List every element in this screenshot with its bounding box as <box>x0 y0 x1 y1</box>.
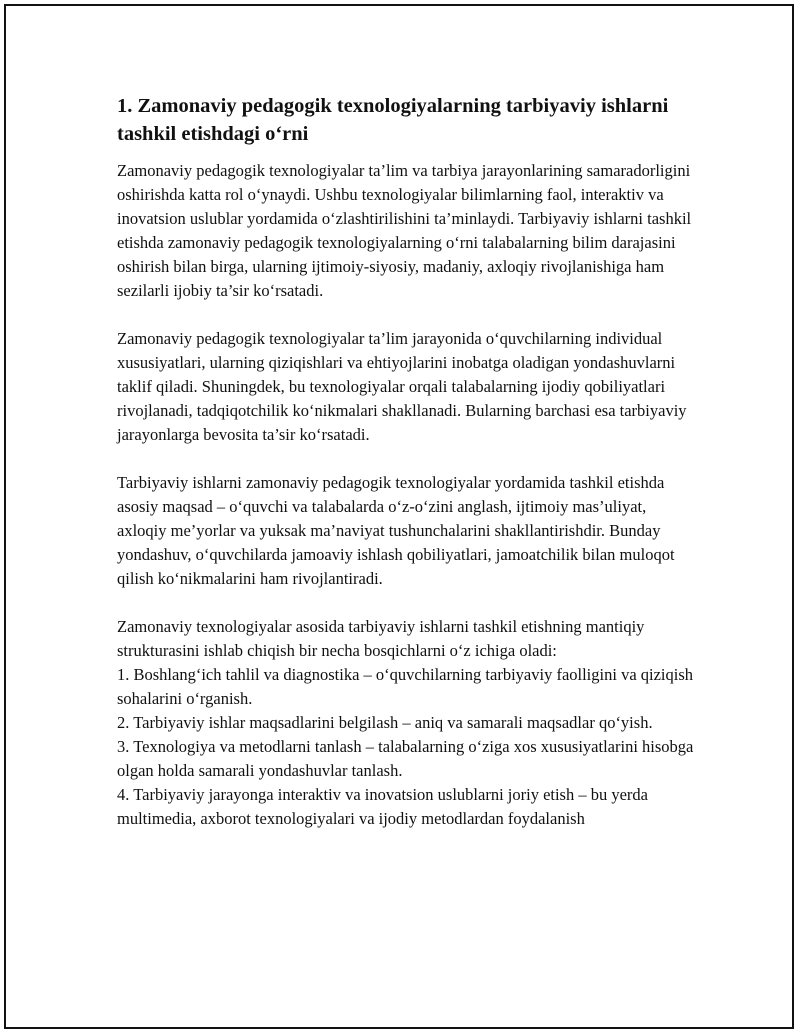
list-item: 3. Texnologiya va metodlarni tanlash – talabalarning oʻziga xos xususiyatlarini hisobga olgan holda samarali yondashuvlar tanlash. <box>117 737 694 780</box>
paragraph-1: Zamonaviy pedagogik texnologiyalar ta’lim va tarbiya jarayonlarining samaradorligini oshirishda katta rol oʻynaydi. Ushbu texnologiyalar bilimlarning faol, interaktiv va inovatsion uslublar yordamida oʻzlashtirilishini ta’minlaydi. Tarbiyaviy ishlarni tashkil etishda zamonaviy pedagogik texnologiyalarning oʻrni talabalarning bilim darajasini oshirish bilan birga, ularning ijtimoiy-siyosiy, madaniy, axloqiy rivojlanishiga ham sezilarli ijobiy ta’sir koʻrsatadi. <box>117 161 692 300</box>
section-heading: 1. Zamonaviy pedagogik texnologiyalarning tarbiyaviy ishlarni tashkil etishdagi oʻrni <box>117 95 669 145</box>
list-block <box>117 615 697 831</box>
steps-list <box>117 663 697 831</box>
list-item: 2. Tarbiyaviy ishlar maqsadlarini belgilash – aniq va samarali maqsadlar qoʻyish. <box>117 713 653 732</box>
paragraph-3: Tarbiyaviy ishlarni zamonaviy pedagogik texnologiyalar yordamida tashkil etishda asosiy maqsad – oʻquvchi va talabalarda oʻz-oʻzini anglash, ijtimoiy mas’uliyat, axloqiy me’yorlar va yuksak ma’naviyat tushunchalarini shakllantirishdir. Bunday yondashuv, oʻquvchilarda jamoaviy ishlash qobiliyatlari, jamoatchilik bilan muloqot qilish koʻnikmalarini ham rivojlantiradi. <box>117 473 675 588</box>
list-item: 1. Boshlangʻich tahlil va diagnostika – oʻquvchilarning tarbiyaviy faolligini va qiziqish sohalarini oʻrganish. <box>117 665 694 708</box>
document-body <box>117 92 697 831</box>
list-item: 4. Tarbiyaviy jarayonga interaktiv va inovatsion uslublarni joriy etish – bu yerda multimedia, axborot texnologiyalari va ijodiy metodlardan foydalanish <box>117 785 648 828</box>
paragraph-2: Zamonaviy pedagogik texnologiyalar ta’lim jarayonida oʻquvchilarning individual xususiyatlari, ularning qiziqishlari va ehtiyojlarini inobatga oladigan yondashuvlarni taklif qiladi. Shuningdek, bu texnologiyalar orqali talabalarning ijodiy qobiliyatlari rivojlanadi, tadqiqotchilik koʻnikmalari shakllanadi. Bularning barchasi esa tarbiyaviy jarayonlarga bevosita ta’sir koʻrsatadi. <box>117 329 687 444</box>
list-intro: Zamonaviy texnologiyalar asosida tarbiyaviy ishlarni tashkil etishning mantiqiy strukturasini ishlab chiqish bir necha bosqichlarni oʻz ichiga oladi: <box>117 617 645 660</box>
